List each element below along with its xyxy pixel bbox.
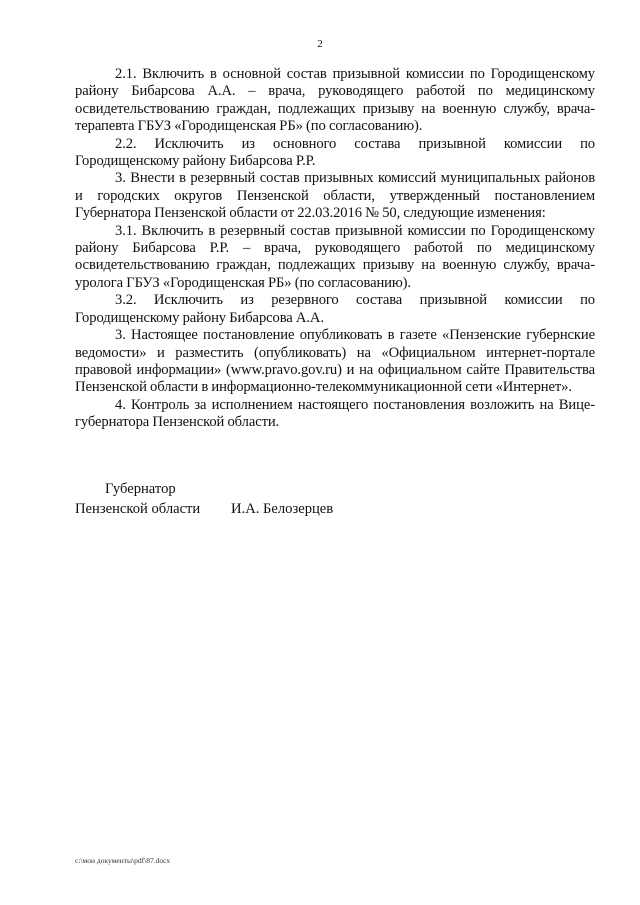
paragraph-publication: 3. Настоящее постановление опубликовать в газете «Пензенские губернские ведомости» и разместить (опубликовать) на «Официальном интернет-портале правовой информации» (www.pravo.gov.ru) и на официальном сайте Правительства Пензенской области в информационно-телекоммуникационной сети «Интернет».: [75, 327, 595, 396]
signatory-region: Пензенской области: [75, 501, 201, 517]
paragraph-3: 3. Внести в резервный состав призывных комиссий муниципальных районов и городских округов Пензенской области, утвержденный постановлением Губернатора Пензенской области от 22.03.2016 № 50, следующие изменения:: [75, 170, 595, 222]
paragraph-3-1: 3.1. Включить в резервный состав призывной комиссии по Городищенскому району Бибарсова Р.Р. – врача, руководящего работой по медицинскому освидетельствованию граждан, подлежащих призыву на военную службу, врача-уролога ГБУЗ «Городищенская РБ» (по согласованию).: [75, 222, 595, 291]
paragraph-control: 4. Контроль за исполнением настоящего постановления возложить на Вице-губернатора Пензенской области.: [75, 396, 595, 431]
signature-row: [75, 499, 495, 519]
paragraph-2-2: 2.2. Исключить из основного состава призывной комиссии по Городищенскому району Бибарсова Р.Р.: [75, 135, 595, 170]
paragraph-3-2: 3.2. Исключить из резервного состава призывной комиссии по Городищенскому району Бибарсова А.А.: [75, 292, 595, 326]
signatory-name: И.А. Белозерцев: [231, 501, 334, 517]
signature-block: [75, 479, 495, 519]
page-number: 2: [317, 38, 323, 50]
paragraph-2-1: 2.1. Включить в основной состав призывной комиссии по Городищенскому району Бибарсова А.А. – врача, руководящего работой по медицинскому освидетельствованию граждан, подлежащих призыву на военную службу, врача-терапевта ГБУЗ «Городищенская РБ» (по согласованию).: [75, 66, 595, 135]
signatory-title: Губернатор: [105, 481, 176, 497]
footer-file-path: c:\мои документы\pdf\87.docx: [75, 856, 171, 865]
document-body: [75, 66, 595, 432]
